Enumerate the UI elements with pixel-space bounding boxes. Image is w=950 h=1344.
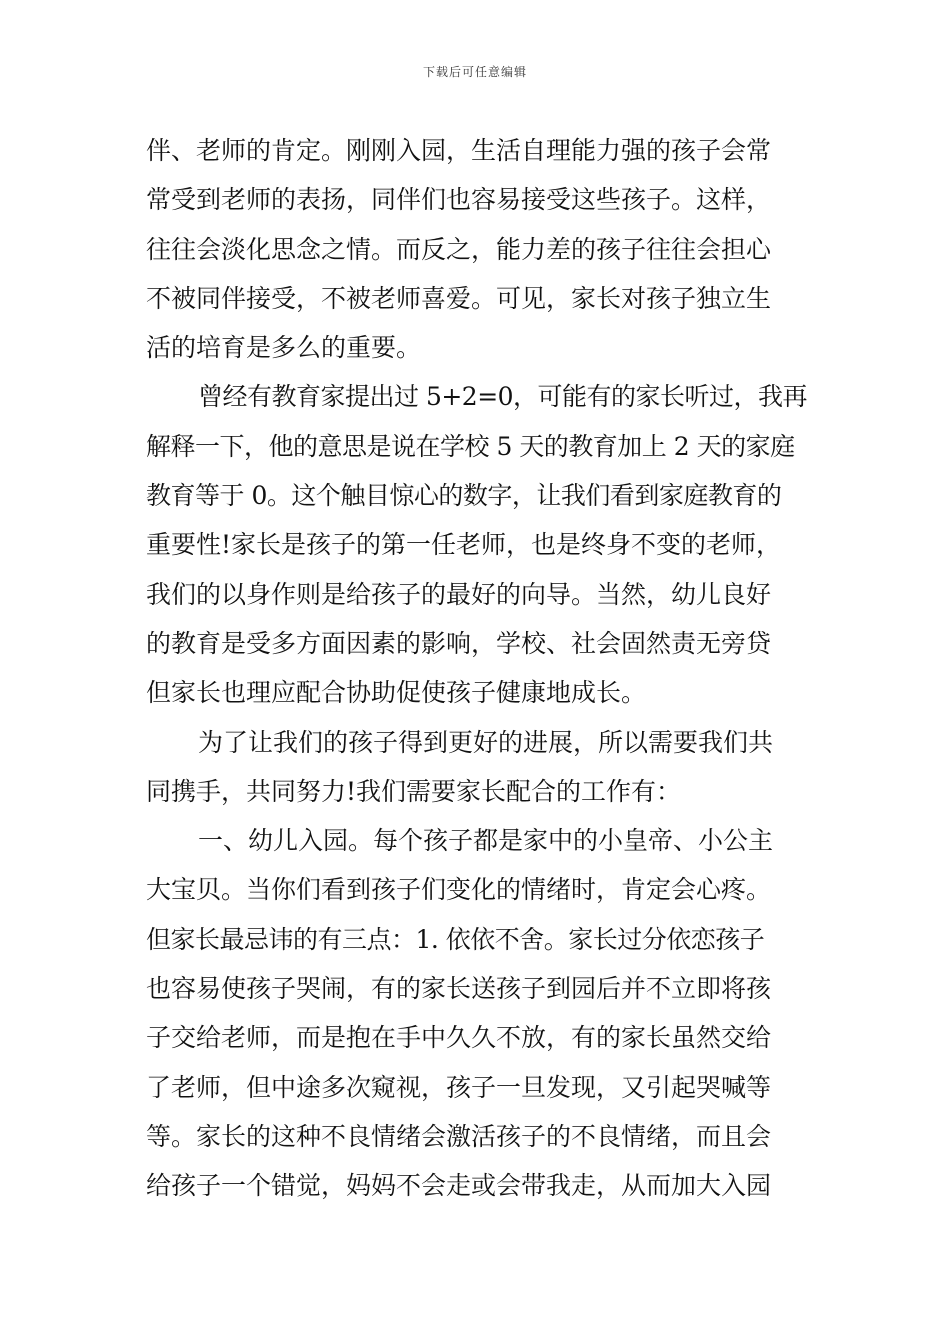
text-line: 往往会淡化思念之情。而反之，能力差的孩子往往会担心 (146, 234, 772, 264)
text-line: 伴、老师的肯定。刚刚入园，生活自理能力强的孩子会常 (146, 136, 772, 165)
text-line: 同携手，共同努力!我们需要家长配合的工作有： (146, 776, 682, 806)
text-line: 教育等于 0。这个触目惊心的数字，让我们看到家庭教育的 (146, 481, 782, 511)
page-header: 下载后可任意编辑 (422, 65, 527, 79)
text-line: 为了让我们的孩子得到更好的进展，所以需要我们共 (198, 727, 774, 757)
text-line: 的教育是受多方面因素的影响，学校、社会固然责无旁贷 (146, 628, 772, 658)
text-line: 但家长也理应配合协助促使孩子健康地成长。 (146, 678, 647, 708)
text-line: 曾经有教育家提出过 5+2=0，可能有的家长听过，我再 (198, 382, 808, 412)
text-line: 也容易使孩子哭闹，有的家长送孩子到园后并不立即将孩 (146, 974, 772, 1004)
text-line: 子交给老师，而是抱在手中久久不放，有的家长虽然交给 (146, 1023, 772, 1053)
text-line: 我们的以身作则是给孩子的最好的向导。当然，幼儿良好 (146, 579, 772, 609)
text-line: 但家长最忌讳的有三点：1. 依依不舍。家长过分依恋孩子 (146, 924, 765, 954)
text-line: 活的培育是多么的重要。 (146, 333, 422, 363)
text-line: 解释一下，他的意思是说在学校 5 天的教育加上 2 天的家庭 (146, 431, 795, 461)
document-body (146, 126, 808, 1211)
text-line: 给孩子一个错觉，妈妈不会走或会带我走，从而加大入园 (146, 1171, 772, 1201)
text-line: 等。家长的这种不良情绪会激活孩子的不良情绪，而且会 (146, 1121, 772, 1151)
text-line: 了老师，但中途多次窥视，孩子一旦发现，又引起哭喊等 (146, 1072, 772, 1102)
text-line: 常受到老师的表扬，同伴们也容易接受这些孩子。这样， (146, 185, 772, 215)
text-line: 大宝贝。当你们看到孩子们变化的情绪时，肯定会心疼。 (146, 875, 772, 905)
text-line: 重要性!家长是孩子的第一任老师，也是终身不变的老师， (146, 530, 782, 560)
text-line: 一、幼儿入园。每个孩子都是家中的小皇帝、小公主 (198, 826, 774, 856)
text-line: 不被同伴接受，不被老师喜爱。可见，家长对孩子独立生 (146, 283, 772, 313)
